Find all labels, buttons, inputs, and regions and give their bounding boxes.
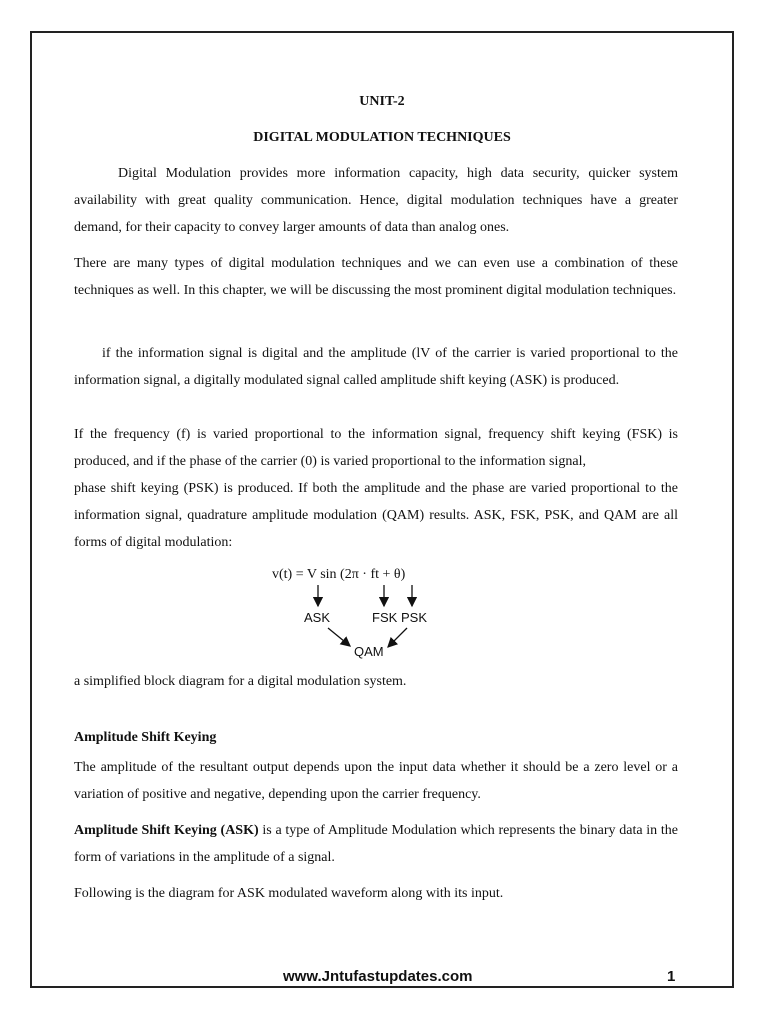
ask-term: Amplitude Shift Keying (ASK): [74, 823, 259, 838]
qam-label: QAM: [354, 644, 384, 659]
arrow-ask-to-qam: [328, 628, 350, 646]
diagram-caption: a simplified block diagram for a digital modulation system.: [74, 674, 407, 689]
psk-label: PSK: [401, 610, 428, 625]
ask-paragraph-3: Following is the diagram for ASK modulated waveform along with its input.: [74, 886, 504, 901]
fsk-label: FSK: [372, 610, 398, 625]
ask-paragraph-2: [74, 817, 678, 871]
ask-intro-paragraph: if the information signal is digital and the amplitude (lV of the carrier is varied proportional to the information signal, a digitally modulated signal called amplitude shift keying (ASK) is produced.: [74, 346, 678, 388]
modulation-formula-diagram: [262, 560, 442, 660]
intro-paragraph: Digital Modulation provides more information capacity, high data security, quicker system availability with great quality communication. Hence, digital modulation techniques have a greater demand, for their capacity to convey larger amounts of data than analog ones.: [74, 166, 678, 235]
fsk-paragraph: If the frequency (f) is varied proportional to the information signal, frequency shift keying (FSK) is produced, and if the phase of the carrier (0) is varied proportional to the information signal,: [74, 427, 678, 469]
page-number: 1: [667, 968, 676, 985]
formula-equation: v(t) = V sin (2π · ft + θ): [272, 567, 406, 582]
arrow-psk-to-qam: [388, 628, 407, 647]
types-paragraph: There are many types of digital modulation techniques and we can even use a combination of these techniques as well. In this chapter, we will be discussing the most prominent digital modulation techniques.: [74, 256, 678, 298]
document-title: DIGITAL MODULATION TECHNIQUES: [253, 130, 511, 145]
ask-label: ASK: [304, 610, 331, 625]
footer-url: www.Jntufastupdates.com: [283, 968, 473, 985]
ask-definition: is a type of Amplitude Modulation which represents the binary data in the form of variations in the amplitude of a signal.: [74, 823, 679, 865]
ask-paragraph-1: The amplitude of the resultant output depends upon the input data whether it should be a zero level or a variation of positive and negative, depending upon the carrier frequency.: [74, 760, 678, 802]
psk-qam-paragraph: phase shift keying (PSK) is produced. If both the amplitude and the phase are varied proportional to the information signal, quadrature amplitude modulation (QAM) results. ASK, FSK, PSK, and QAM are all forms of digital modulation:: [74, 481, 678, 550]
unit-label: UNIT-2: [359, 94, 405, 109]
ask-heading: Amplitude Shift Keying: [74, 730, 217, 745]
